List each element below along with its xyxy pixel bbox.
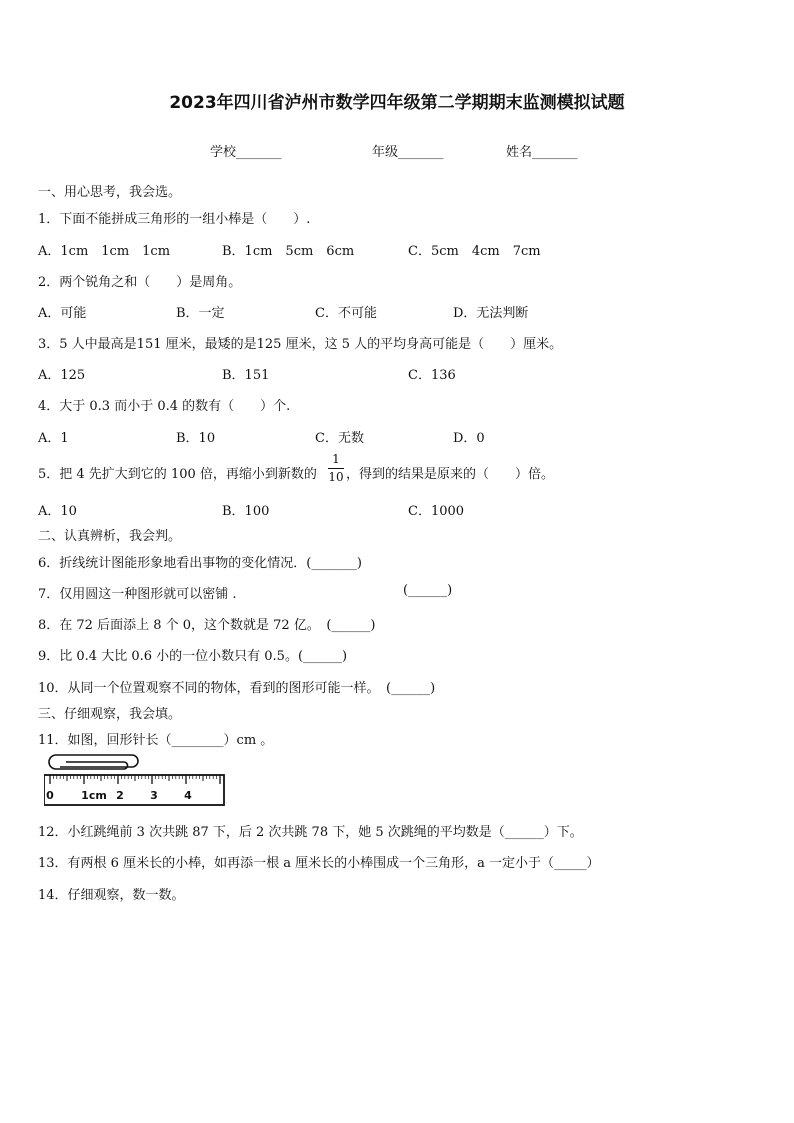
q2-option-a: A．可能 xyxy=(38,306,87,321)
fraction-numerator: 1 xyxy=(332,452,340,466)
question-14: 14．仔细观察，数一数。 xyxy=(38,888,185,903)
question-8: 8．在 72 后面添上 8 个 0，这个数就是 72 亿。 (______) xyxy=(38,618,376,633)
question-2: 2．两个锐角之和（ ）是周角。 xyxy=(38,275,242,290)
ruler-label-1: 1cm xyxy=(81,789,107,802)
q1-option-b: B．1cm 5cm 6cm xyxy=(222,244,355,259)
question-7-blank: (______) xyxy=(403,583,453,598)
ruler-body xyxy=(44,775,224,805)
q5-option-c: C．1000 xyxy=(408,504,465,519)
question-12: 12．小红跳绳前 3 次共跳 87 下，后 2 次共跳 78 下，她 5 次跳绳的平均数是（______）下。 xyxy=(38,825,583,840)
question-5-part1: 5．把 4 先扩大到它的 100 倍，再缩小到新数的 xyxy=(38,467,317,482)
q4-option-d: D．0 xyxy=(453,431,485,446)
q5-option-b: B．100 xyxy=(222,504,270,519)
ruler-label-2: 2 xyxy=(116,789,124,802)
ruler-label-3: 3 xyxy=(150,789,158,802)
question-3: 3．5 人中最高是151 厘米，最矮的是125 厘米，这 5 人的平均身高可能是（ ）厘米。 xyxy=(38,337,563,352)
q3-option-c: C．136 xyxy=(408,368,456,383)
question-7: 7．仅用圆这一种图形就可以密铺 . xyxy=(38,587,237,602)
school-field: 学校_______ xyxy=(210,145,282,160)
section-3-heading: 三、仔细观察，我会填。 xyxy=(38,707,182,722)
question-1: 1．下面不能拼成三角形的一组小棒是（ ）. xyxy=(38,212,311,227)
q4-option-c: C．无数 xyxy=(315,431,364,446)
section-2-heading: 二、认真辨析，我会判。 xyxy=(38,529,182,544)
grade-field: 年级_______ xyxy=(372,145,444,160)
question-4: 4．大于 0.3 而小于 0.4 的数有（ ）个. xyxy=(38,399,291,414)
q1-option-a: A．1cm 1cm 1cm xyxy=(38,244,171,259)
paperclip-icon xyxy=(49,755,138,769)
q2-option-c: C．不可能 xyxy=(315,306,377,321)
ruler-with-paperclip-figure xyxy=(44,753,226,809)
section-1-heading: 一、用心思考，我会选。 xyxy=(38,185,182,200)
q3-option-a: A．125 xyxy=(38,368,86,383)
q2-option-b: B．一定 xyxy=(176,306,225,321)
question-13: 13．有两根 6 厘米长的小棒，如再添一根 a 厘米长的小棒围成一个三角形，a 一定小于（_____） xyxy=(38,856,600,871)
page-title: 2023年四川省泸州市数学四年级第二学期期末监测模拟试题 xyxy=(169,93,625,113)
question-5-part2: ，得到的结果是原来的（ ）倍。 xyxy=(346,467,555,482)
ruler-label-0: 0 xyxy=(46,789,54,802)
q3-option-b: B．151 xyxy=(222,368,270,383)
name-field: 姓名_______ xyxy=(506,145,578,160)
fraction-one-tenth xyxy=(326,452,346,485)
q1-option-c: C．5cm 4cm 7cm xyxy=(408,244,541,259)
question-9: 9．比 0.4 大比 0.6 小的一位小数只有 0.5。(______) xyxy=(38,649,348,664)
q2-option-d: D．无法判断 xyxy=(453,306,529,321)
ruler-label-4: 4 xyxy=(184,789,192,802)
question-10: 10．从同一个位置观察不同的物体，看到的图形可能一样。 (______) xyxy=(38,681,436,696)
question-6: 6．折线统计图能形象地看出事物的变化情况．(_______) xyxy=(38,556,362,571)
q4-option-a: A．1 xyxy=(38,431,69,446)
fraction-denominator: 10 xyxy=(328,470,344,484)
q5-option-a: A．10 xyxy=(38,504,77,519)
question-11: 11．如图，回形针长（________）cm 。 xyxy=(38,733,274,748)
fraction-bar xyxy=(328,468,344,469)
q4-option-b: B．10 xyxy=(176,431,216,446)
